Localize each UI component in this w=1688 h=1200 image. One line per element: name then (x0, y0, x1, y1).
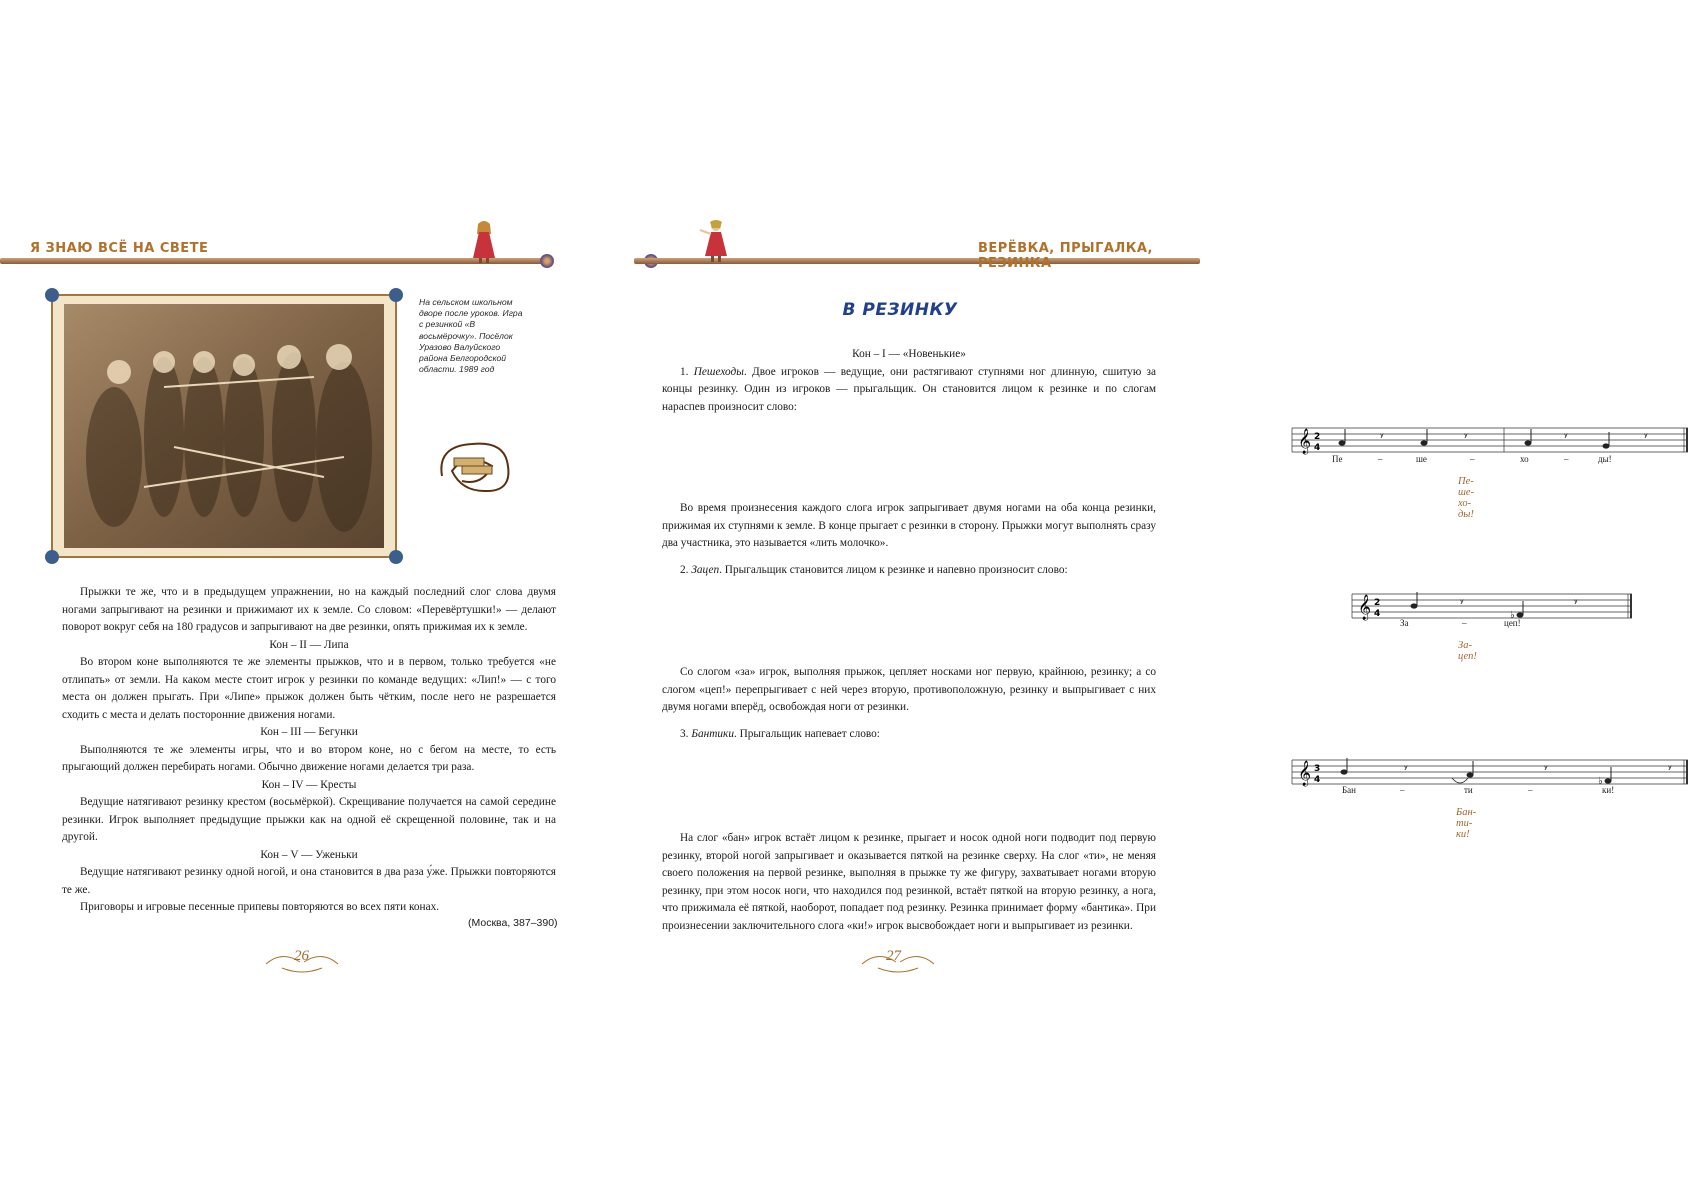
page-number-right: 27 (886, 948, 901, 964)
running-head-left: Я ЗНАЮ ВСЁ НА СВЕТЕ (30, 241, 209, 256)
right-body-3 (662, 664, 1156, 743)
ex3-syllable-3: ти (1464, 785, 1473, 795)
item1-number: 1. (680, 365, 689, 378)
item2-paragraph (662, 562, 1156, 580)
kon5-heading: Кон – V — Уженьки (260, 848, 358, 861)
ex3-syllable-5: ки! (1602, 785, 1615, 795)
svg-text:♭: ♭ (1510, 610, 1515, 621)
item1-text: . Двое игроков — ведущие, они растягивают ступнями ног длинную, сшитую за концы резинку. Один из игроков — прыгальщик. Он становится лицом к резинке и по слогам нараспев произносит слово: (662, 365, 1156, 413)
svg-text:ʸ: ʸ (1404, 764, 1408, 775)
item3-term: Бантики (691, 727, 734, 740)
left-page (0, 0, 600, 1200)
after2-paragraph: Со слогом «за» игрок, выполняя прыжок, цепляет носками ног первую, крайнюю, резинку; а со слогом «цеп!» перепрыгивает с ней через вторую, противоположную, резинку и выпрыгивает с них двумя ногами вперёд, освобождая ноги от резинки. (662, 666, 1156, 713)
svg-text:ʸ: ʸ (1668, 764, 1672, 775)
item2-term: Зацеп (691, 563, 720, 576)
svg-text:2: 2 (1314, 432, 1321, 442)
header-ornament-left (540, 254, 554, 268)
ex2-caption: За-цеп! (1458, 640, 1477, 662)
svg-text:𝄞: 𝄞 (1298, 761, 1312, 786)
ex3-syllable-4: – (1528, 785, 1533, 795)
svg-text:ʸ: ʸ (1574, 598, 1578, 609)
item3-number: 3. (680, 727, 689, 740)
svg-text:ʸ: ʸ (1544, 764, 1548, 775)
ex1-syllable-3: ше (1416, 454, 1427, 464)
ex1-syllable-2: – (1378, 454, 1383, 464)
item3-paragraph (662, 726, 1156, 744)
intro-paragraph: Прыжки те же, что и в предыдущем упражнении, но на каждый последний слог слова двумя ногами запрыгивают на резинки и прижимают их к земле. Со словом: «Перевёртушки!» — делают поворот вокруг себя на 180 градусов и запрыгивают на две резинки, опять прижимая их к земле. (62, 586, 556, 633)
right-body-4 (662, 830, 1156, 935)
section-title: В РЕЗИНКУ (842, 300, 958, 320)
svg-text:ʸ: ʸ (1460, 598, 1464, 609)
jump-rope-icon (432, 436, 522, 498)
ex3-caption: Бан-ти-ки! (1456, 807, 1477, 840)
right-body-2 (662, 500, 1156, 579)
kon4-paragraph: Ведущие натягивают резинку крестом (восьмёркой). Скрещивание получается на самой середине резинки. Игрок выполняет предыдущие прыжки как на одной её скрещенной половине, так и на другой. (62, 796, 556, 843)
after3-paragraph: На слог «бан» игрок встаёт лицом к резинке, прыгает и носок одной ноги подводит под первую резинку, второй ногой запрыгивает и оказывается пяткой на резинке сверху. На слог «ти», не меняя своего положения на первой резинке, выполняя в прыжке ту же фигуру, захватывает ногами вторую резинку, при этом носок ноги, что находился под резинкой, встаёт пяткой на вторую резинку, а нога, что прижимала её пяткой, наоборот, попадает под резинку. Резинка принимает форму «бантика». При произнесении заключительного слога «ки!» игрок высвобождает ноги и выпрыгивает из резинки. (662, 832, 1156, 932)
svg-text:4: 4 (1314, 443, 1321, 453)
girl-figure-icon (700, 220, 732, 264)
girl-figure-icon (470, 220, 498, 264)
kon4-heading: Кон – IV — Кресты (261, 778, 357, 791)
svg-text:ʸ: ʸ (1464, 432, 1468, 443)
ex1-syllable-5: хо (1520, 454, 1529, 464)
ex1-syllable-6: – (1564, 454, 1569, 464)
page-number-left: 26 (294, 948, 309, 964)
photo-frame (44, 287, 404, 565)
ex2-syllable-3: цеп! (1504, 618, 1521, 628)
kon2-paragraph: Во втором коне выполняются те же элементы прыжков, что и в первом, только требуется «не отлипать» от земли. На каком месте стоит игрок у резинки по команде ведущих: «Лип!» — с того места он должен прыгать. При «Липе» прыжок должен быть чётким, после него не разрешается сходить с места и делать посторонние движения ногами. (62, 656, 556, 721)
ex3-syllable-2: – (1400, 785, 1405, 795)
item3-text: . Прыгальщик напевает слово: (733, 727, 880, 740)
ex1-syllable-1: Пе (1332, 454, 1343, 464)
left-body (62, 584, 556, 917)
ex2-syllable-1: За (1400, 618, 1409, 628)
svg-text:3: 3 (1314, 764, 1321, 774)
kon3-paragraph: Выполняются те же элементы игры, что и во втором коне, но с бегом на месте, то есть прыгающий должен перебирать ногами. Обычно движение ногами делается три раза. (62, 743, 556, 773)
kon1-heading: Кон – I — «Новенькие» (852, 348, 966, 360)
closing-paragraph: Приговоры и игровые песенные припевы повторяются во всех пяти конах. (80, 901, 440, 913)
music-staff-1 (1292, 424, 1688, 466)
svg-text:ʸ: ʸ (1564, 432, 1568, 443)
kon3-heading: Кон – III — Бегунки (260, 726, 358, 738)
photo-caption: На сельском школьном дворе после уроков. Игра с резинкой «В восьмёрочку». Посёлок Уразово Валуйского района Белгородской области. 1989 год (419, 297, 523, 375)
source-reference: (Москва, 387–390) (468, 917, 558, 929)
svg-text:4: 4 (1374, 609, 1381, 619)
ex3-syllable-1: Бан (1342, 785, 1356, 795)
running-head-right: ВЕРЁВКА, ПРЫГАЛКА, РЕЗИНКА (978, 241, 1153, 271)
svg-text:ʸ: ʸ (1644, 432, 1648, 443)
svg-text:2: 2 (1374, 598, 1381, 608)
after1-paragraph: Во время произнесения каждого слога игрок запрыгивает двумя ногами на оба конца резинки, прижимая их ступнями к земле. В конце прыгает с резинки в сторону. Прыжки могут выполнять сразу два участника, это называется «лить молочко». (662, 502, 1156, 549)
svg-text:𝄞: 𝄞 (1358, 595, 1372, 620)
svg-text:𝄞: 𝄞 (1298, 429, 1312, 454)
kon5-paragraph: Ведущие натягивают резинку одной ногой, и она становится в два раза у́же. Прыжки повторяются те же. (62, 866, 556, 896)
svg-text:♭: ♭ (1598, 776, 1603, 787)
ex1-caption: Пе-ше-хо-ды! (1458, 476, 1475, 520)
ex2-syllable-2: – (1462, 618, 1467, 628)
item1-term: Пешеходы (693, 365, 744, 378)
ex1-syllable-4: – (1470, 454, 1475, 464)
item1-paragraph (662, 364, 1156, 417)
item2-number: 2. (680, 563, 689, 576)
svg-text:ʸ: ʸ (1380, 432, 1384, 443)
svg-text:4: 4 (1314, 775, 1321, 785)
right-body-1 (662, 346, 1156, 416)
music-staff-2 (1352, 590, 1632, 630)
right-page (600, 0, 1672, 1200)
item2-text: . Прыгальщик становится лицом к резинке и напевно произносит слово: (719, 563, 1068, 576)
ex1-syllable-7: ды! (1598, 454, 1612, 464)
kon2-heading: Кон – II — Липа (269, 638, 349, 651)
header-bar-left (0, 258, 548, 264)
